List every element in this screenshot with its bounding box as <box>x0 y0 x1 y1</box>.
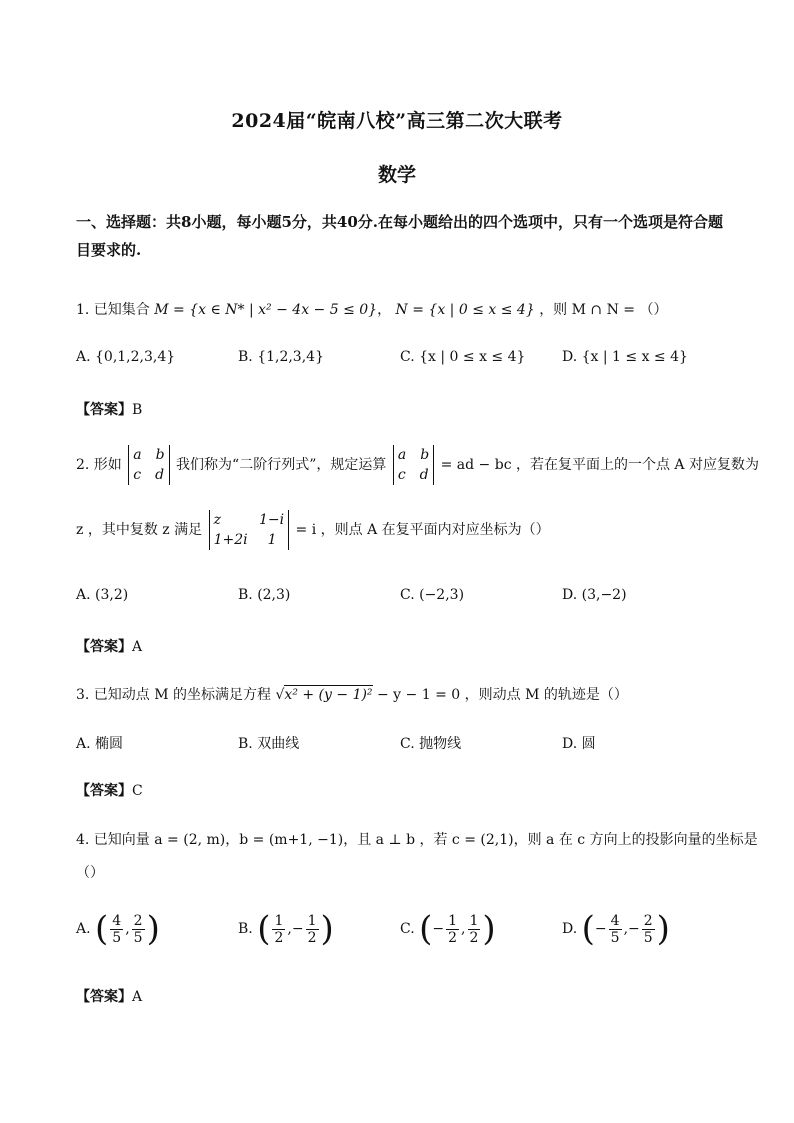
q1-option-c: C. {x | 0 ≤ x ≤ 4} <box>400 349 526 365</box>
det-cell: 1+2i <box>213 532 248 548</box>
q2-answer-value: A <box>132 639 143 655</box>
q3-option-b: B. 双曲线 <box>238 736 300 752</box>
option-label: C. <box>400 921 415 937</box>
q1-answer <box>76 399 142 419</box>
q2-answer <box>76 636 142 656</box>
numerator: 2 <box>133 912 143 929</box>
q3-option-a: A. 椭圆 <box>76 736 124 752</box>
denominator: 2 <box>469 929 479 946</box>
left-paren: ( <box>581 909 595 949</box>
q3-answer-value: C <box>132 783 143 799</box>
q2-text-e: = i ，则点 A 在复平面内对应坐标为（） <box>295 522 550 538</box>
left-paren: ( <box>419 909 433 949</box>
numerator: 4 <box>112 912 122 929</box>
exam-title: 2024届“皖南八校”高三第二次大联考 <box>231 110 563 132</box>
q1-prefix: 1. 已知集合 <box>76 302 150 318</box>
denominator: 2 <box>307 929 317 946</box>
det-cell: c <box>133 467 142 483</box>
q3-text-b: − y − 1 = 0 ，则动点 M 的轨迹是（） <box>377 687 628 703</box>
denominator: 5 <box>643 929 653 946</box>
q2-determinant-rule <box>393 445 434 485</box>
q1-answer-value: B <box>132 402 143 418</box>
subject-title: 数学 <box>377 164 416 186</box>
q3-option-c: C. 抛物线 <box>400 736 462 752</box>
question-3 <box>76 684 628 706</box>
q2-option-d: D. (3,−2) <box>562 587 627 603</box>
numerator: 2 <box>643 912 653 929</box>
q2-option-a: A. (3,2) <box>76 587 129 603</box>
q2-option-b: B. (2,3) <box>238 587 291 603</box>
numerator: 1 <box>274 912 284 929</box>
denominator: 5 <box>133 929 143 946</box>
fraction <box>446 913 459 946</box>
fraction <box>642 913 655 946</box>
answer-label: 【答案】 <box>76 783 132 799</box>
det-cell: b <box>420 447 430 463</box>
question-2-line-1 <box>76 445 759 485</box>
numerator: 1 <box>448 912 458 929</box>
q1-set-n: N = {x | 0 ≤ x ≤ 4} <box>395 302 535 318</box>
option-label: D. <box>562 921 578 937</box>
q2-determinant-form <box>128 445 169 485</box>
det-cell: c <box>397 467 406 483</box>
q4-option-d: D. (− $\frac{4}{5}$ ,− $\frac{2}{5}$ ) <box>562 909 670 949</box>
fraction <box>609 913 622 946</box>
q3-radicand: x² + (y − 1)² <box>284 687 373 703</box>
numerator: 4 <box>610 912 620 929</box>
det-cell: 1−i <box>258 512 285 528</box>
det-cell: a <box>397 447 407 463</box>
right-paren: ) <box>320 909 334 949</box>
q1-suffix: ，则 M ∩ N = （） <box>539 302 668 318</box>
option-label: B. <box>238 921 253 937</box>
denominator: 2 <box>448 929 458 946</box>
q4-option-c: C. (− $\frac{1}{2}$ , $\frac{1}{2}$ ) <box>400 909 496 949</box>
answer-label: 【答案】 <box>76 639 132 655</box>
numerator: 1 <box>307 912 317 929</box>
denominator: 2 <box>274 929 284 946</box>
q3-answer <box>76 780 143 800</box>
right-paren: ) <box>656 909 670 949</box>
det-cell: b <box>155 447 165 463</box>
denominator: 5 <box>610 929 620 946</box>
det-cell: d <box>419 467 429 483</box>
det-cell: 1 <box>267 532 277 548</box>
q2-text-b: 我们称为“二阶行列式”，规定运算 <box>176 457 387 473</box>
sqrt-sign: √ <box>275 687 285 703</box>
det-cell: z <box>213 512 221 528</box>
q3-text-a: 3. 已知动点 M 的坐标满足方程 <box>76 687 272 703</box>
q2-text-c: = ad − bc ，若在复平面上的一个点 A 对应复数为 <box>440 457 759 473</box>
q1-option-a: A. {0,1,2,3,4} <box>76 349 176 365</box>
q4-answer-value: A <box>132 989 143 1005</box>
question-2-line-2 <box>76 510 550 550</box>
fraction <box>132 913 145 946</box>
answer-label: 【答案】 <box>76 989 132 1005</box>
fraction <box>272 913 285 946</box>
q3-option-d: D. 圆 <box>562 736 596 752</box>
q2-determinant-z <box>209 510 290 550</box>
question-1: 1. 已知集合 M = {x ∈ N* | x² − 4x − 5 ≤ 0}， N = {x | 0 ≤ x ≤ 4} ，则 M ∩ N = （） <box>76 302 668 318</box>
q1-option-b: B. {1,2,3,4} <box>238 349 324 365</box>
q1-option-d: D. {x | 1 ≤ x ≤ 4} <box>562 349 688 365</box>
question-4-line-2: （） <box>76 865 104 881</box>
left-paren: ( <box>95 909 109 949</box>
fraction <box>110 913 123 946</box>
option-label: A. <box>76 921 91 937</box>
numerator: 1 <box>469 912 479 929</box>
left-paren: ( <box>257 909 271 949</box>
q4-option-a: A. ( $\frac{4}{5}$ , $\frac{2}{5}$ ) <box>76 909 160 949</box>
q2-text-d: z ，其中复数 z 满足 <box>76 522 203 538</box>
q4-option-b: B. ( $\frac{1}{2}$ ,− $\frac{1}{2}$ ) <box>238 909 334 949</box>
section-heading: 一、选择题：共8小题，每小题5分，共40分.在每小题给出的四个选项中，只有一个选项是符合题目要求的. <box>76 213 723 259</box>
q4-answer <box>76 986 142 1006</box>
q2-option-c: C. (−2,3) <box>400 587 465 603</box>
denominator: 5 <box>112 929 122 946</box>
det-cell: d <box>155 467 165 483</box>
right-paren: ) <box>482 909 496 949</box>
q2-text-a: 2. 形如 <box>76 457 122 473</box>
question-4-line-1: 4. 已知向量 a = (2, m)，b = (m+1, −1)，且 a ⊥ b ，若 c = (2,1)，则 a 在 c 方向上的投影向量的坐标是 <box>76 832 758 848</box>
q1-set-m: M = {x ∈ N* | x² − 4x − 5 ≤ 0} <box>154 302 378 318</box>
answer-label: 【答案】 <box>76 402 132 418</box>
fraction <box>306 913 319 946</box>
right-paren: ) <box>146 909 160 949</box>
det-cell: a <box>133 447 142 463</box>
fraction <box>468 913 481 946</box>
